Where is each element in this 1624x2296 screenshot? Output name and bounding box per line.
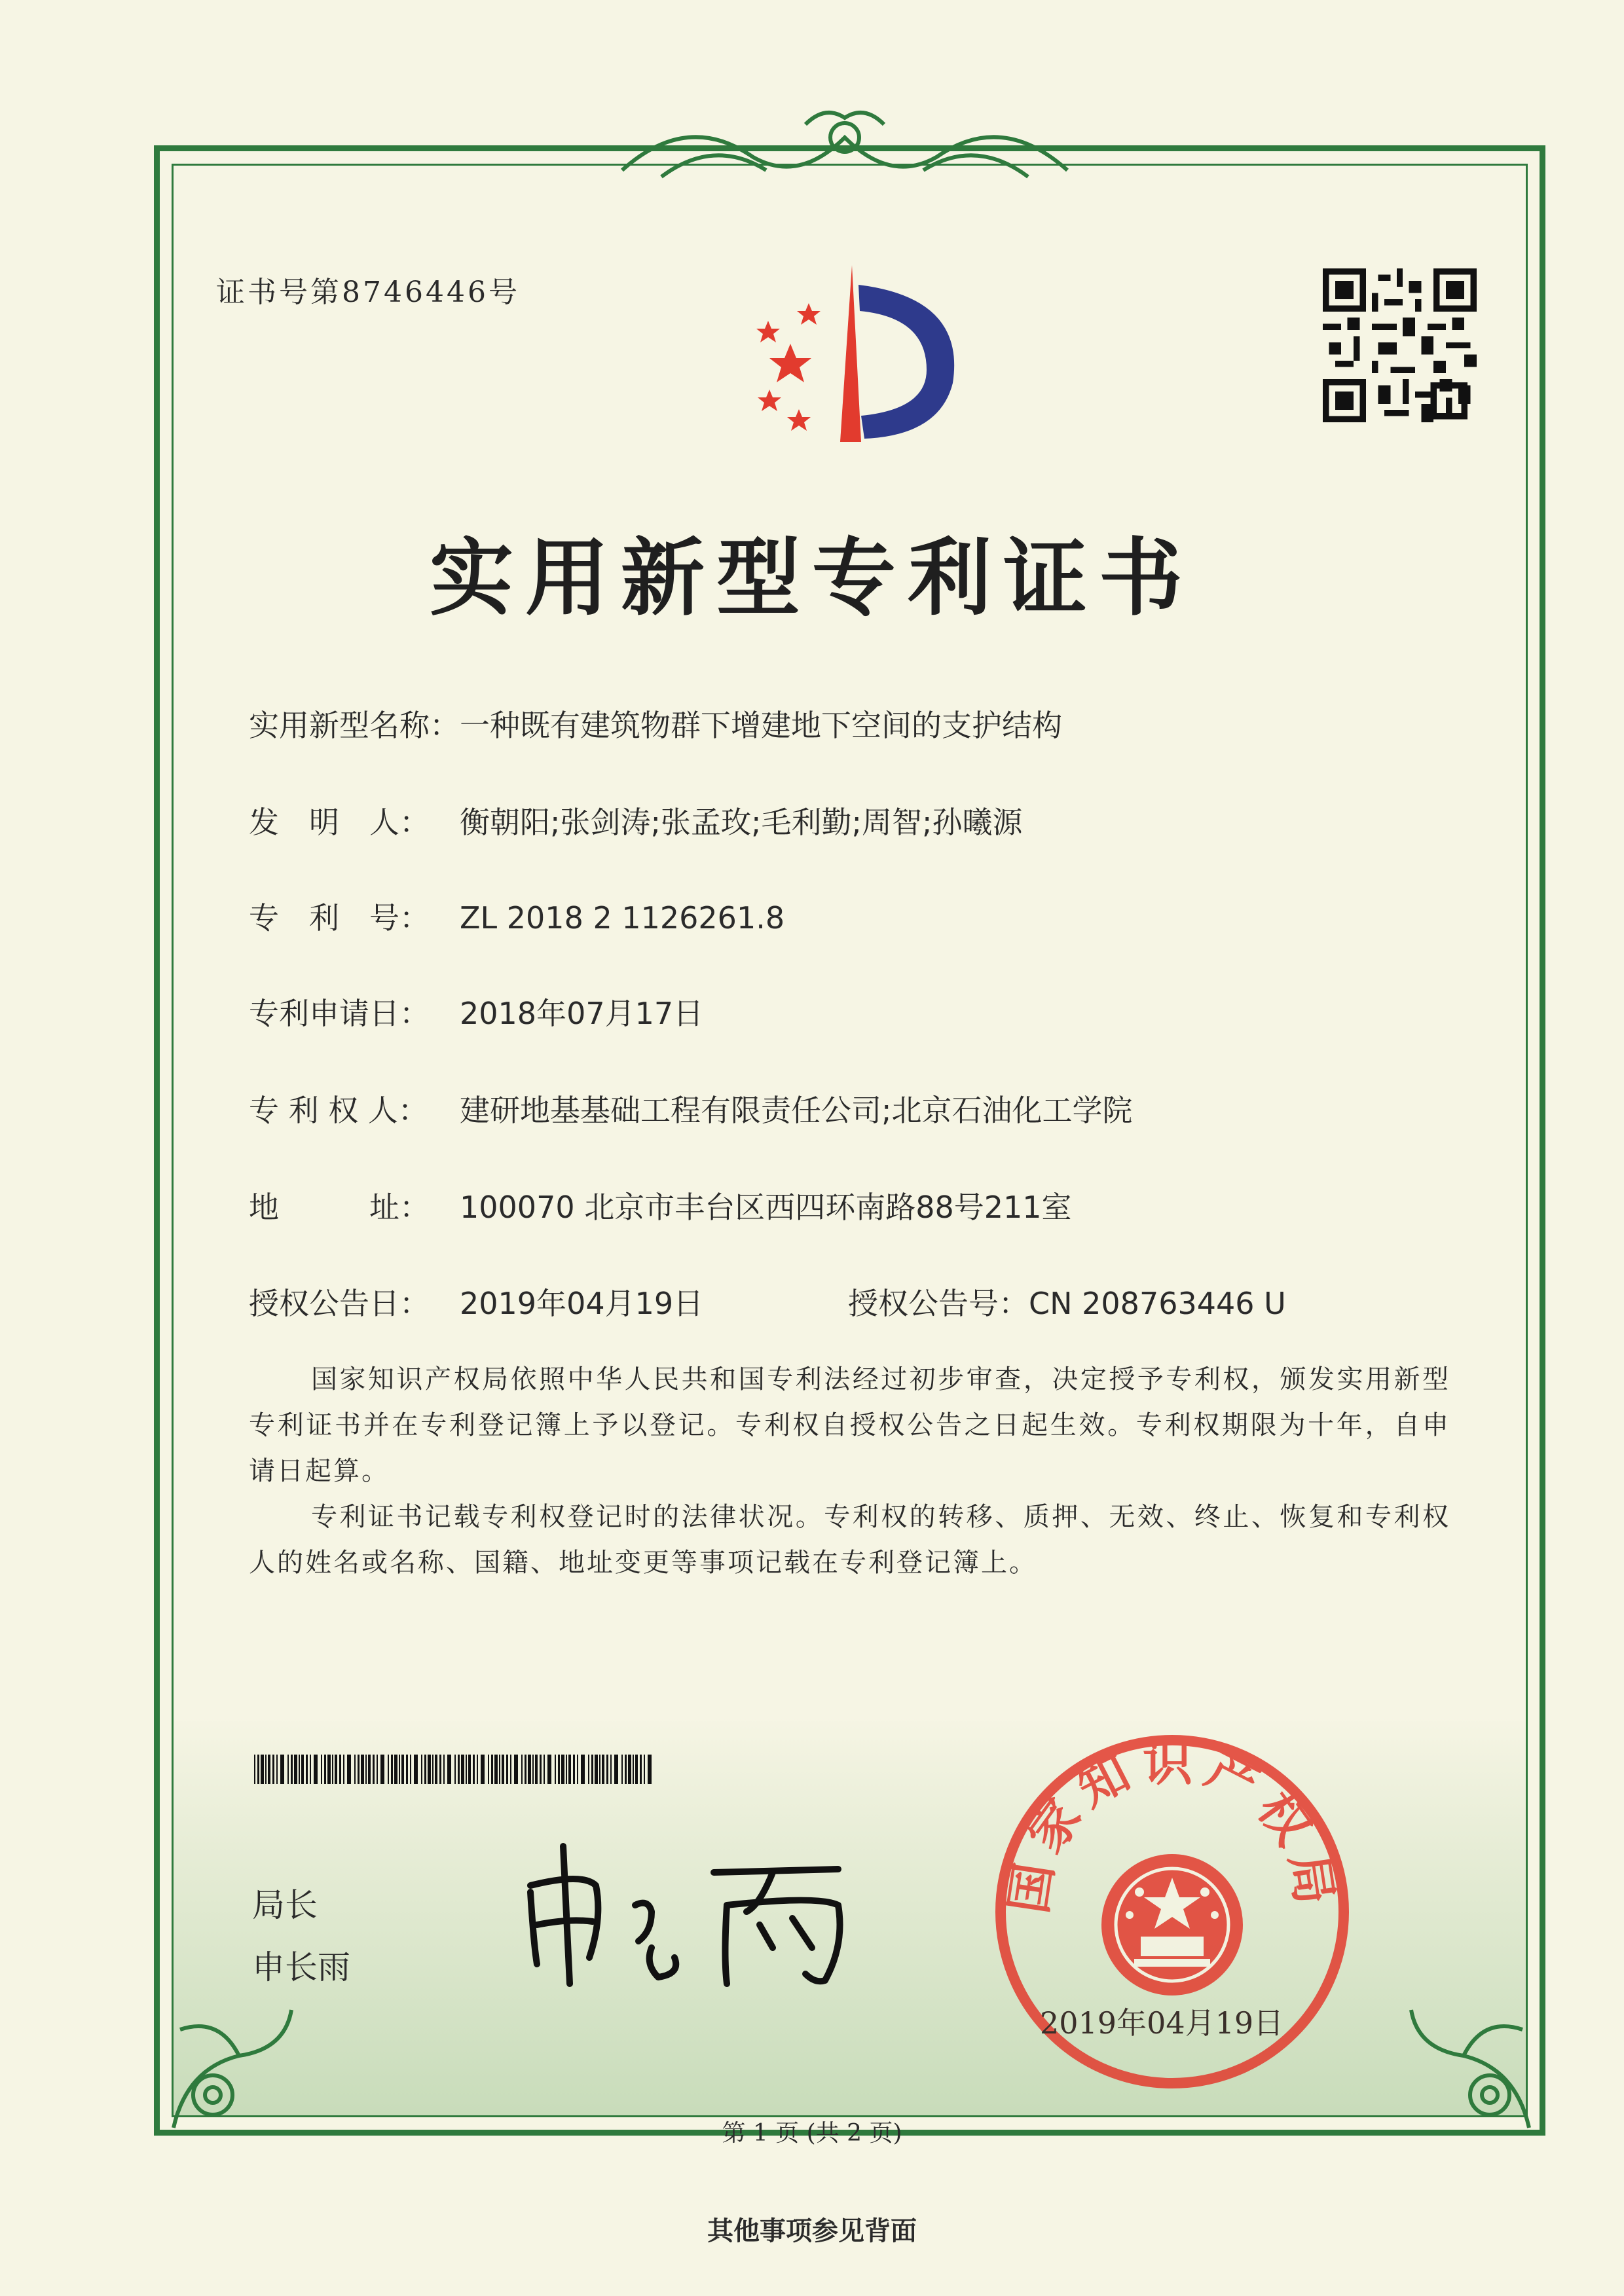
barcode-bar <box>276 1755 278 1784</box>
barcode-bar <box>365 1755 367 1784</box>
barcode-bar <box>435 1755 437 1784</box>
barcode-bar <box>327 1755 331 1784</box>
barcode-bar <box>454 1755 456 1784</box>
field-label: 专 利 权 人： <box>249 1093 428 1128</box>
certificate-number: 证书号第8746446号 <box>216 276 520 309</box>
field-label: 实用新型名称： <box>249 708 460 743</box>
field-value: 衡朝阳;张剑涛;张孟玫;毛利勤;周智;孙曦源 <box>460 805 1023 840</box>
field-grant-date <box>249 1280 703 1323</box>
barcode-bar <box>555 1755 556 1784</box>
barcode-bar <box>354 1755 356 1784</box>
barcode-bar <box>566 1755 567 1784</box>
barcode-bar <box>568 1755 571 1784</box>
barcode-bar <box>510 1755 511 1784</box>
barcode-bar <box>573 1755 575 1784</box>
barcode-bar <box>339 1755 341 1784</box>
barcode-bar <box>428 1755 431 1784</box>
barcode-bar <box>610 1755 612 1784</box>
barcode-bar <box>525 1755 526 1784</box>
field-label: 专利申请日： <box>249 996 430 1031</box>
barcode-bar <box>561 1755 564 1784</box>
barcode-bar <box>343 1755 344 1784</box>
statement-paragraph: 国家知识产权局依照中华人民共和国专利法经过初步审查，决定授予专利权，颁发实用新型专利证书并在专利登记簿上予以登记。专利权自授权公告之日起生效。专利权期限为十年，自申请日起算。 <box>249 1364 1450 1486</box>
page-indicator: 第 1 页 (共 2 页) <box>722 2120 902 2147</box>
barcode-bar <box>265 1755 267 1784</box>
barcode-bar <box>606 1755 608 1784</box>
seal-text: 国家知识产权局 <box>999 1734 1346 1918</box>
barcode-bar <box>414 1755 418 1784</box>
barcode-bar <box>540 1755 542 1784</box>
barcode-bar <box>491 1755 493 1784</box>
field-patent-number <box>249 894 784 938</box>
barcode-bar <box>581 1755 585 1784</box>
barcode-bar <box>401 1755 404 1784</box>
barcode-bar <box>633 1755 634 1784</box>
barcode-bar <box>506 1755 508 1784</box>
barcode-bar <box>321 1755 322 1784</box>
field-publication-number <box>848 1280 1286 1323</box>
barcode-bar <box>388 1755 389 1784</box>
field-value: CN 208763446 U <box>1029 1286 1286 1321</box>
barcode-bar <box>287 1755 289 1784</box>
barcode-bar <box>528 1755 531 1784</box>
barcode-bar <box>477 1755 478 1784</box>
barcode-bar <box>532 1755 534 1784</box>
barcode-bar <box>410 1755 411 1784</box>
barcode-bar <box>358 1755 360 1784</box>
field-value: ZL 2018 2 1126261.8 <box>460 900 785 936</box>
field-value: 一种既有建筑物群下增建地下空间的支护结构 <box>460 708 1062 743</box>
barcode-bar <box>280 1755 284 1784</box>
barcode-bar <box>648 1755 652 1784</box>
barcode-bar <box>488 1755 489 1784</box>
barcode-bar <box>294 1755 297 1784</box>
barcode-bar <box>499 1755 500 1784</box>
barcode-bar <box>494 1755 498 1784</box>
field-utility-model-name <box>249 702 1062 745</box>
field-value: 100070 北京市丰台区西四环南路88号211室 <box>460 1190 1072 1225</box>
barcode-bar <box>439 1755 441 1784</box>
field-value: 2019年04月19日 <box>460 1286 704 1321</box>
barcode-bar <box>301 1755 304 1784</box>
signature-icon <box>511 1833 864 1990</box>
barcode-bar <box>588 1755 589 1784</box>
barcode-bar <box>481 1755 485 1784</box>
barcode-bar <box>466 1755 467 1784</box>
barcode-bar <box>432 1755 434 1784</box>
field-patentee <box>249 1087 1133 1130</box>
barcode-bar <box>640 1755 642 1784</box>
barcode-bar <box>577 1755 578 1784</box>
barcode-bar <box>347 1755 351 1784</box>
barcode-bar <box>261 1755 264 1784</box>
barcode-bar <box>399 1755 400 1784</box>
barcode-bar <box>368 1755 371 1784</box>
barcode-bar <box>306 1755 308 1784</box>
barcode-bar <box>421 1755 422 1784</box>
barcode-bar <box>628 1755 631 1784</box>
barcode-bar <box>458 1755 460 1784</box>
barcode-bar <box>332 1755 333 1784</box>
top-ornament-icon <box>609 98 1080 196</box>
field-inventors <box>249 799 1023 842</box>
barcode-bar <box>468 1755 471 1784</box>
barcode-bar <box>394 1755 397 1784</box>
barcode-bar <box>461 1755 464 1784</box>
seal-date: 2019年04月19日 <box>1040 2005 1284 2041</box>
barcode-bar <box>310 1755 311 1784</box>
barcode-bar <box>377 1755 378 1784</box>
barcode-bar <box>644 1755 645 1784</box>
barcode-bar <box>335 1755 337 1784</box>
field-label: 专 利 号： <box>249 900 430 936</box>
barcode-bar <box>373 1755 375 1784</box>
barcode-bar <box>324 1755 326 1784</box>
barcode-bar <box>447 1755 451 1784</box>
field-label: 发 明 人： <box>249 805 430 840</box>
field-value: 建研地基基础工程有限责任公司;北京石油化工学院 <box>460 1093 1133 1128</box>
barcode-bar <box>380 1755 384 1784</box>
barcode-icon <box>254 1755 657 1784</box>
field-application-date <box>249 990 703 1033</box>
barcode-bar <box>361 1755 364 1784</box>
barcode-bar <box>391 1755 393 1784</box>
barcode-bar <box>635 1755 638 1784</box>
barcode-bar <box>272 1755 274 1784</box>
field-value: 2018年07月17日 <box>460 996 704 1031</box>
barcode-bar <box>595 1755 598 1784</box>
barcode-bar <box>544 1755 545 1784</box>
barcode-bar <box>406 1755 408 1784</box>
barcode-bar <box>599 1755 600 1784</box>
barcode-bar <box>502 1755 504 1784</box>
barcode-bar <box>443 1755 445 1784</box>
barcode-bar <box>521 1755 523 1784</box>
barcode-bar <box>514 1755 518 1784</box>
barcode-bar <box>424 1755 426 1784</box>
barcode-bar <box>314 1755 318 1784</box>
field-address <box>249 1184 1072 1227</box>
barcode-bar <box>621 1755 623 1784</box>
certificate-title: 实用新型专利证书 <box>429 529 1194 627</box>
barcode-bar <box>254 1755 255 1784</box>
qr-code-icon <box>1323 268 1477 422</box>
barcode-bar <box>257 1755 259 1784</box>
field-label: 授权公告日： <box>249 1286 430 1321</box>
barcode-bar <box>602 1755 604 1784</box>
barcode-bar <box>614 1755 618 1784</box>
field-label: 授权公告号： <box>848 1286 1029 1321</box>
barcode-bar <box>299 1755 300 1784</box>
footer-note: 其他事项参见背面 <box>707 2215 917 2246</box>
barcode-bar <box>291 1755 293 1784</box>
signer-name: 申长雨 <box>252 1948 350 1986</box>
barcode-bar <box>625 1755 627 1784</box>
field-label: 地 址： <box>249 1190 430 1225</box>
statement-paragraph: 专利证书记载专利权登记时的法律状况。专利权的转移、质押、无效、终止、恢复和专利权人的姓名或名称、国籍、地址变更等事项记载在专利登记簿上。 <box>249 1502 1450 1578</box>
barcode-bar <box>558 1755 560 1784</box>
signer-title: 局长 <box>252 1886 318 1924</box>
patent-office-logo-icon <box>730 259 979 448</box>
barcode-bar <box>268 1755 270 1784</box>
barcode-bar <box>591 1755 593 1784</box>
barcode-bar <box>547 1755 551 1784</box>
barcode-bar <box>535 1755 538 1784</box>
barcode-bar <box>473 1755 475 1784</box>
